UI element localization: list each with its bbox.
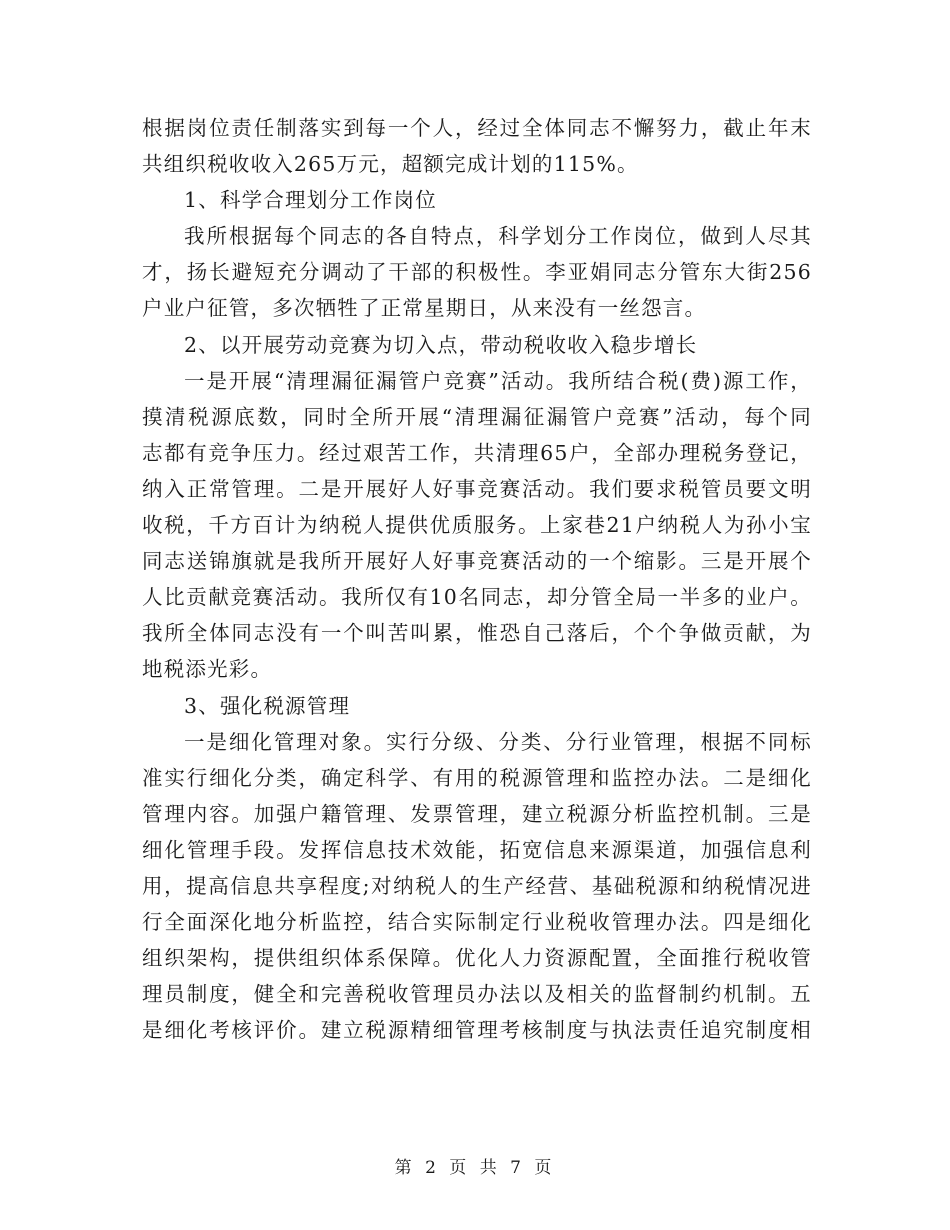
text-line: 收税，千方百计为纳税人提供优质服务。上家巷21户纳税人为孙小宝 — [142, 513, 812, 538]
text-line: 志都有竞争压力。经过艰苦工作，共清理65户，全部办理税务登记， — [142, 440, 812, 465]
text-line: 是细化考核评价。建立税源精细管理考核制度与执法责任追究制度相 — [142, 1018, 812, 1043]
text-line: 才，扬长避短充分调动了干部的积极性。李亚娟同志分管东大街256 — [142, 260, 812, 285]
text-line: 我所根据每个同志的各自特点，科学划分工作岗位，做到人尽其 — [184, 224, 812, 249]
text-line: 人比贡献竞赛活动。我所仅有10名同志，却分管全局一半多的业户。 — [142, 585, 812, 610]
text-line: 组织架构，提供组织体系保障。优化人力资源配置，全面推行税收管 — [142, 946, 812, 971]
text-line: 行全面深化地分析监控，结合实际制定行业税收管理办法。四是细化 — [142, 910, 812, 935]
text-line: 用，提高信息共享程度;对纳税人的生产经营、基础税源和纳税情况进 — [142, 873, 812, 898]
text-line: 同志送锦旗就是我所开展好人好事竞赛活动的一个缩影。三是开展个 — [142, 549, 812, 574]
text-line: 细化管理手段。发挥信息技术效能，拓宽信息来源渠道，加强信息利 — [142, 837, 812, 862]
text-line: 户业户征管，多次牺牲了正常星期日，从来没有一丝怨言。 — [142, 296, 707, 321]
text-line: 2、以开展劳动竞赛为切入点，带动税收收入稳步增长 — [184, 332, 698, 357]
text-line: 3、强化税源管理 — [184, 693, 351, 718]
text-line: 地税添光彩。 — [142, 657, 273, 682]
text-line: 共组织税收收入265万元，超额完成计划的115%。 — [142, 152, 639, 177]
text-line: 1、科学合理划分工作岗位 — [184, 188, 437, 213]
page-footer: 第 2 页 共 7 页 — [394, 1158, 556, 1178]
text-line: 根据岗位责任制落实到每一个人，经过全体同志不懈努力，截止年末 — [142, 116, 812, 140]
text-line: 纳入正常管理。二是开展好人好事竞赛活动。我们要求税管员要文明 — [142, 476, 812, 501]
text-line: 理员制度，健全和完善税收管理员办法以及相关的监督制约机制。五 — [142, 982, 812, 1007]
text-line: 准实行细化分类，确定科学、有用的税源管理和监控办法。二是细化 — [142, 765, 812, 790]
text-line: 管理内容。加强户籍管理、发票管理，建立税源分析监控机制。三是 — [142, 801, 812, 826]
document-body — [142, 110, 812, 1048]
text-line: 一是开展“清理漏征漏管户竞赛”活动。我所结合税(费)源工作， — [184, 368, 812, 393]
text-line: 我所全体同志没有一个叫苦叫累，惟恐自己落后，个个争做贡献，为 — [142, 621, 812, 646]
text-line: 一是细化管理对象。实行分级、分类、分行业管理，根据不同标 — [184, 729, 812, 754]
text-line: 摸清税源底数，同时全所开展“清理漏征漏管户竞赛”活动，每个同 — [142, 404, 812, 429]
